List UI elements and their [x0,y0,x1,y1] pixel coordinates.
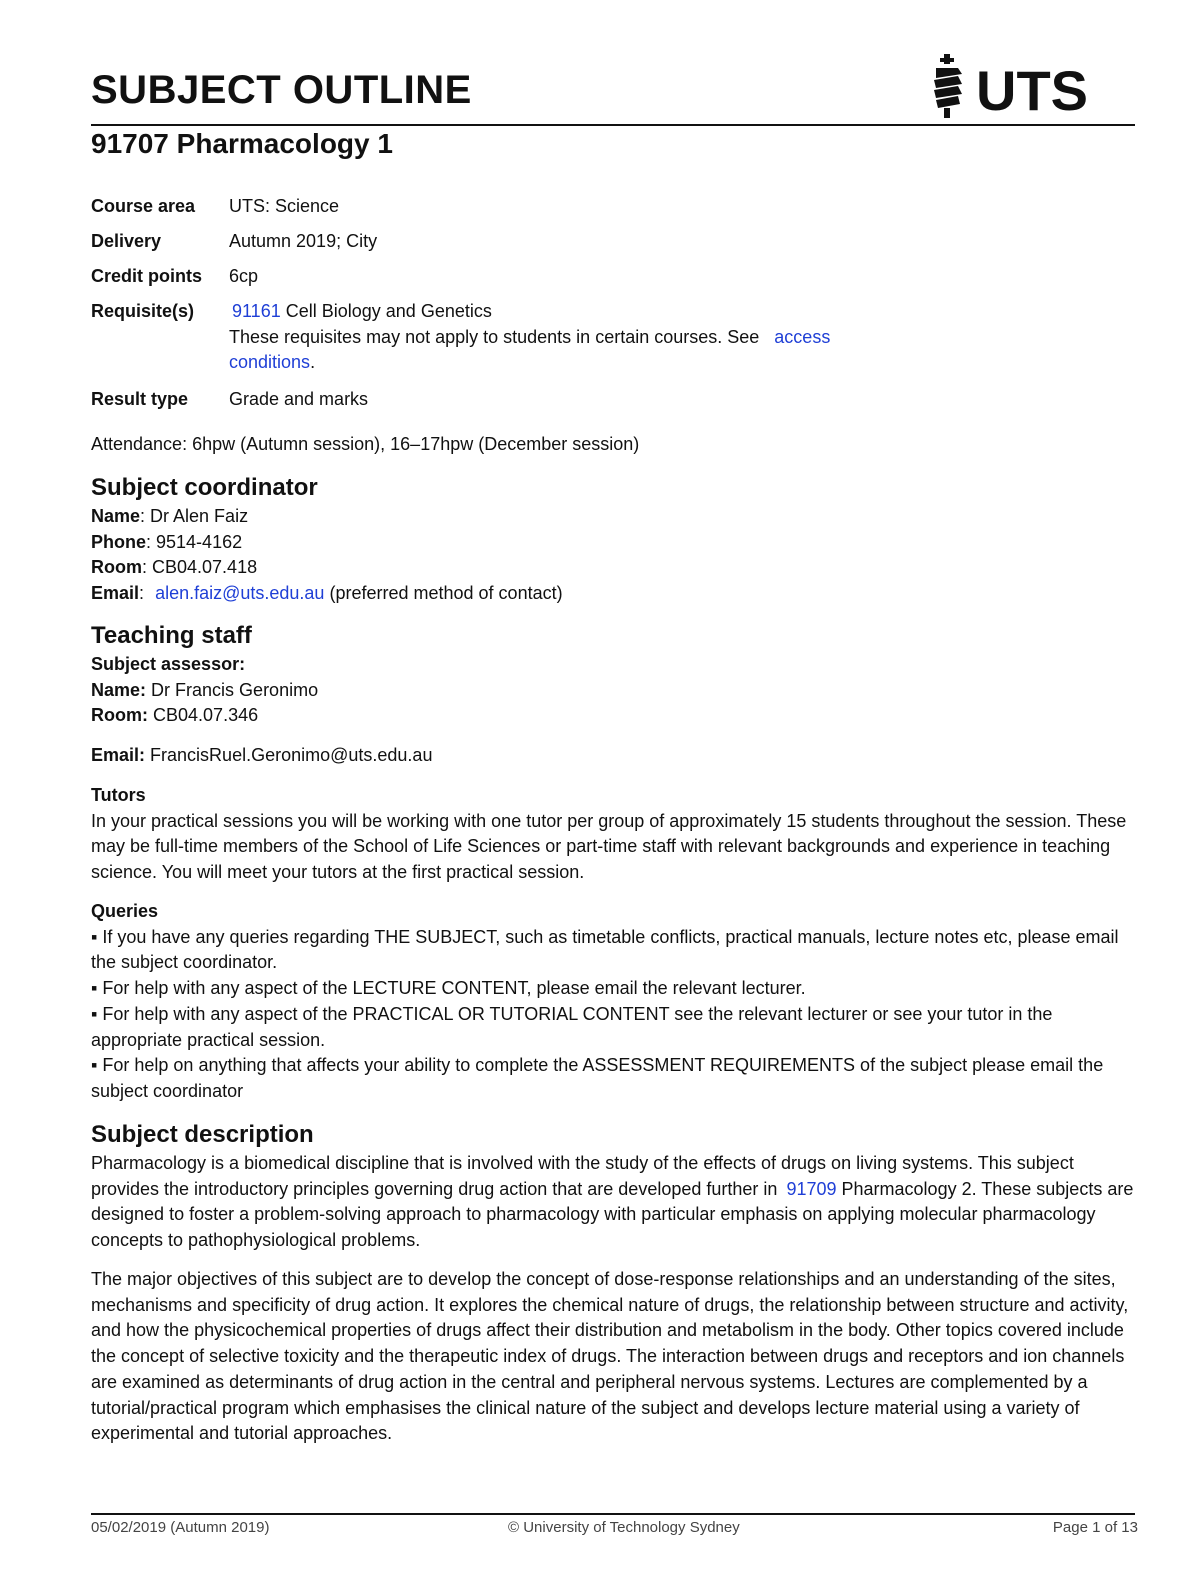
meta-value: 91161 Cell Biology and Genetics These requisites may not apply to students in certain courses. See access conditions. [229,301,831,372]
meta-value: UTS: Science [229,196,340,216]
query-item: ▪ For help with any aspect of the LECTURE CONTENT, please email the relevant lecturer. [91,978,806,999]
meta-label: Result type [91,388,189,409]
meta-value: 6cp [229,266,259,286]
query-item: ▪ For help on anything that affects your ability to complete the ASSESSMENT REQUIREMENTS of the subject please email the subject coordinator [91,1055,1104,1101]
header-rule [91,124,1135,126]
coordinator-details [91,504,1135,607]
queries-heading: Queries [91,901,159,921]
assessor-label: Subject assessor: [91,654,246,674]
requisite-name: Cell Biology and Genetics [285,301,492,321]
uts-crest-icon [928,52,1098,124]
requisite-note: These requisites may not apply to students in certain courses. See [229,326,760,347]
meta-label: Requisite(s) [91,301,195,321]
section-heading-description: Subject description [91,1121,314,1148]
tutors-heading: Tutors [91,785,146,805]
meta-row-result-type [91,387,919,411]
footer-page-number: Page 1 of 13 [1052,1519,1138,1536]
footer-date: 05/02/2019 (Autumn 2019) [91,1519,270,1536]
meta-label: Delivery [91,231,162,251]
access-conditions-link[interactable]: access conditions [229,326,831,372]
tutors-text: In your practical sessions you will be working with one tutor per group of approximately 15 students throughout the session. These may be full-time members of the School of Life Sciences or part-time staff with relevant backgrounds and experience in teaching science. You will meet your tutors at the first practical session. [91,810,1127,883]
section-heading-teaching-staff: Teaching staff [91,622,252,649]
attendance-text: Attendance: 6hpw (Autumn session), 16–17hpw (December session) [91,434,640,454]
meta-value: Autumn 2019; City [229,231,378,251]
coordinator-email-link[interactable]: alen.faiz@uts.edu.au [155,583,325,604]
requisite-link[interactable]: 91161 [232,301,281,321]
query-item: ▪ If you have any queries regarding THE SUBJECT, such as timetable conflicts, practical manuals, lecture notes etc, please email the subject coordinator. [91,926,1119,973]
footer-copyright: © University of Technology Sydney [508,1519,740,1536]
meta-label: Credit points [91,266,202,286]
subject-91709-link[interactable]: 91709 [786,1178,837,1199]
query-item: ▪ For help with any aspect of the PRACTICAL OR TUTORIAL CONTENT see the relevant lecturer or see your tutor in the appropriate practical session. [91,1003,1053,1050]
meta-row-delivery [91,229,919,253]
tutors-block [91,783,1135,886]
description-paragraph-1: Pharmacology is a biomedical discipline that is involved with the study of the effects of drugs on living systems. This subject provides the introductory principles governing drug action that are developed further in 91709 Pharmacology 2. These subjects are designed to foster a problem-solving approach to pharmacology with particular emphasis on applying molecular pharmacology concepts to pathophysiological problems. [91,1153,1134,1251]
subject-title: 91707 Pharmacology 1 [91,128,393,159]
meta-value: Grade and marks [229,388,369,409]
document-title: SUBJECT OUTLINE [91,68,472,112]
coordinator-phone: Phone: 9514-4162 [91,531,243,552]
meta-row-requisites [91,299,919,376]
uts-logo [928,52,1098,124]
meta-label: Course area [91,196,196,216]
assessor-name: Name: Dr Francis Geronimo [91,679,319,700]
assessor-email: Email: FrancisRuel.Geronimo@uts.edu.au [91,745,433,765]
description-paragraph-2: The major objectives of this subject are to develop the concept of dose-response relationships and an understanding of the sites, mechanisms and specificity of drug action. It explores the chemical nature of drugs, the relationship between structure and activity, and how the physicochemical properties of drugs affect their distribution and metabolism in the body. Other topics covered include the concept of selective toxicity and the therapeutic index of drugs. The interaction between drugs and receptors and ion channels are examined as determinants of drug action in the central and peripheral nervous systems. Lectures are complemented by a tutorial/practical program which emphasises the clinical nature of the subject and develops lecture material using a variety of experimental and tutorial approaches. [91,1269,1129,1444]
coordinator-email: Email: alen.faiz@uts.edu.au (preferred method of contact) [91,583,563,604]
coordinator-room: Room: CB04.07.418 [91,557,258,578]
assessor-room: Room: CB04.07.346 [91,705,259,726]
svg-text:UTS: UTS [976,59,1088,122]
meta-row-course-area [91,194,919,218]
assessor-details [91,652,1135,729]
subject-meta-table [91,194,919,422]
coordinator-name: Name: Dr Alen Faiz [91,506,249,526]
footer-rule [91,1513,1135,1515]
meta-row-credit-points [91,264,919,288]
section-heading-coordinator: Subject coordinator [91,474,318,501]
queries-block [91,899,1135,1105]
